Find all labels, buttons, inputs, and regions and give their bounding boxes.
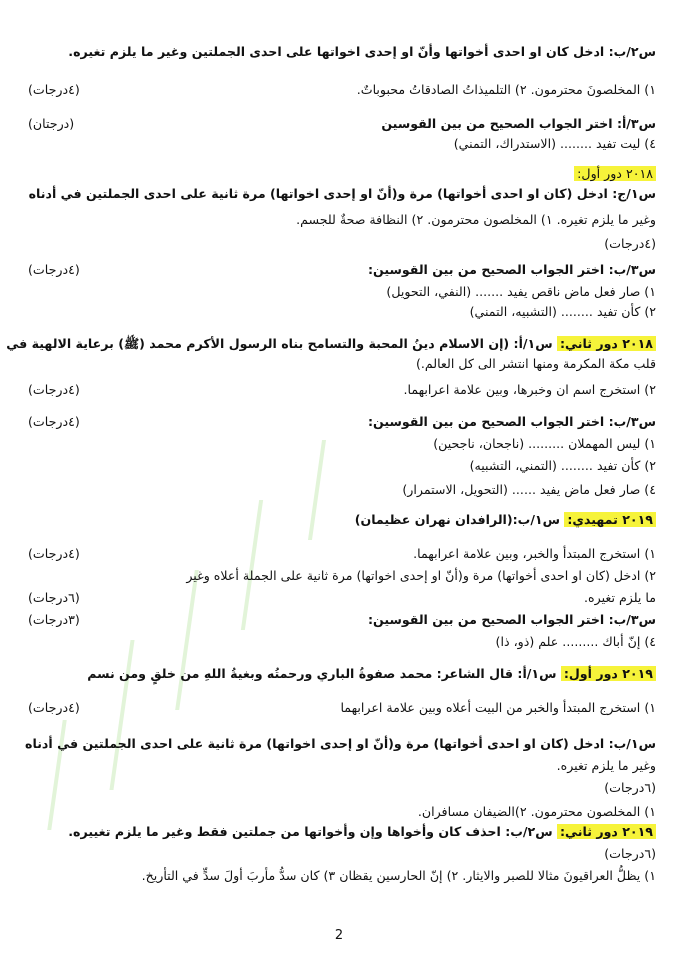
year-highlight: ٢٠١٩ دور ثاني: xyxy=(557,824,656,839)
text-line: ٤) إنّ أباك ......... علم (ذو، ذا) xyxy=(495,634,656,649)
text-line: ٤) صار فعل ماض يفيد ...... (التحويل، الاستمرار) xyxy=(402,482,656,497)
text-line: ١) يظلُّ العراقيونَ مثالا للصبر والايثار. ٢) إنّ الحارسين يقظان ٣) كان سدُّ مأربَ أولَ سدٍّ في التأريخ. xyxy=(141,868,656,883)
text-line: س٣/ب: اختر الجواب الصحيح من بين القوسين: (٤درجات) xyxy=(22,262,656,278)
text-line: س١/ب: ادخل (كان او احدى أخواتها) مرة و(أنّ او إحدى اخواتها) مرة ثانية على احدى الجملتين في أدناه xyxy=(25,736,656,751)
text-line: س١/ج: ادخل (كان او احدى أخواتها) مرة و(أنّ او إحدى اخواتها) مرة ثانية على احدى الجملتين في أدناه xyxy=(28,186,656,201)
section-heading: ٢٠١٨ دور ثاني: س١/أ: (إن الاسلام دينُ المحبة والتسامح بناه الرسول الأكرم محمد (ﷺ) برعاية الالهية في xyxy=(22,336,656,352)
section-heading: ٢٠١٨ دور أول: xyxy=(22,166,656,182)
marks-label: (٤درجات) xyxy=(28,700,80,715)
marks-label: (٤درجات) xyxy=(28,382,80,397)
year-highlight: ٢٠١٩ تمهيدي: xyxy=(564,512,656,527)
marks-label: (٤درجات) xyxy=(28,546,80,561)
section-heading: ٢٠١٩ تمهيدي: س١/ب:(الرافدان نهران عظيمان) xyxy=(22,512,656,528)
text-line: س٣/ب: اختر الجواب الصحيح من بين القوسين: (٣درجات) xyxy=(22,612,656,628)
marks-label: (درجتان) xyxy=(28,116,75,131)
marks-label: (٦درجات) xyxy=(28,590,80,605)
text-line: ١) صار فعل ماض ناقص يفيد ....... (النفي، التحويل) xyxy=(386,284,656,299)
text-line: ما يلزم تغيره. (٦درجات) xyxy=(22,590,656,606)
text-line: ١) المخلصون محترمون. ٢)الضيفان مسافران. xyxy=(417,804,656,819)
text-line: وغير ما يلزم تغيره. ١) المخلصون محترمون. ٢) النظافة صحةٌ للجسم. xyxy=(296,212,656,227)
text-line: س٣/ب: اختر الجواب الصحيح من بين القوسين: (٤درجات) xyxy=(22,414,656,430)
marks-label: (٤درجات) xyxy=(28,262,80,277)
marks-label: (٤درجات) xyxy=(28,82,80,97)
page-number: 2 xyxy=(334,928,344,943)
text-line: ١) المخلصونَ محترمون. ٢) التلميذاتُ الصادقاتُ محبوباتٌ. (٤درجات) xyxy=(22,82,656,98)
text-line: (٦درجات) xyxy=(604,780,656,795)
text-line: (٤درجات) xyxy=(604,236,656,251)
section-heading: ٢٠١٩ دور ثاني: س٢/ب: احذف كان وأخواها وإن وأخواتها من جملتين فقط وغير ما يلزم تغييره. xyxy=(22,824,656,840)
text-line: ٤) ليت تفيد ........ (الاستدراك، التمني) xyxy=(453,136,656,151)
text-line: س٣/أ: اختر الجواب الصحيح من بين القوسين (درجتان) xyxy=(22,116,656,132)
text-line: وغير ما يلزم تغيره. xyxy=(556,758,656,773)
year-highlight: ٢٠١٩ دور أول: xyxy=(561,666,656,681)
year-highlight: ٢٠١٨ دور ثاني: xyxy=(557,336,656,351)
text-line: قلب مكة المكرمة ومنها انتشر الى كل العالم.) xyxy=(415,356,656,371)
text-line: ٢) كأن تفيد ........ (التشبيه، التمني) xyxy=(469,304,656,319)
text-line: ١) استخرج المبتدأ والخبر، وبين علامة اعرابهما. (٤درجات) xyxy=(22,546,656,562)
text-line: ٢) استخرج اسم ان وخبرها، وبين علامة اعرابهما. (٤درجات) xyxy=(22,382,656,398)
text-line: ١) استخرج المبتدأ والخبر من البيت أعلاه وبين علامة اعرابهما (٤درجات) xyxy=(22,700,656,716)
section-heading: ٢٠١٩ دور أول: س١/أ: قال الشاعر: محمد صفوةُ الباري ورحمتُه وبغيةُ اللهِ من خلقٍ ومن نسم xyxy=(22,666,656,682)
text-line: ٢) ادخل (كان او احدى أخواتها) مرة و(أنّ او إحدى اخواتها) مرة ثانية على الجملة أعلاه وغير xyxy=(186,568,656,583)
text-line: ١) ليس المهملان ......... (ناجحان، ناجحين) xyxy=(433,436,656,451)
text-line: ٢) كأن تفيد ........ (التمني، التشبيه) xyxy=(469,458,656,473)
text-line: س٢/ب: ادخل كان او احدى أخواتها وأنّ او إحدى اخواتها على احدى الجملتين وغير ما يلزم تغيره. xyxy=(68,44,656,59)
text-line: (٦درجات) xyxy=(604,846,656,861)
marks-label: (٤درجات) xyxy=(28,414,80,429)
marks-label: (٣درجات) xyxy=(28,612,80,627)
